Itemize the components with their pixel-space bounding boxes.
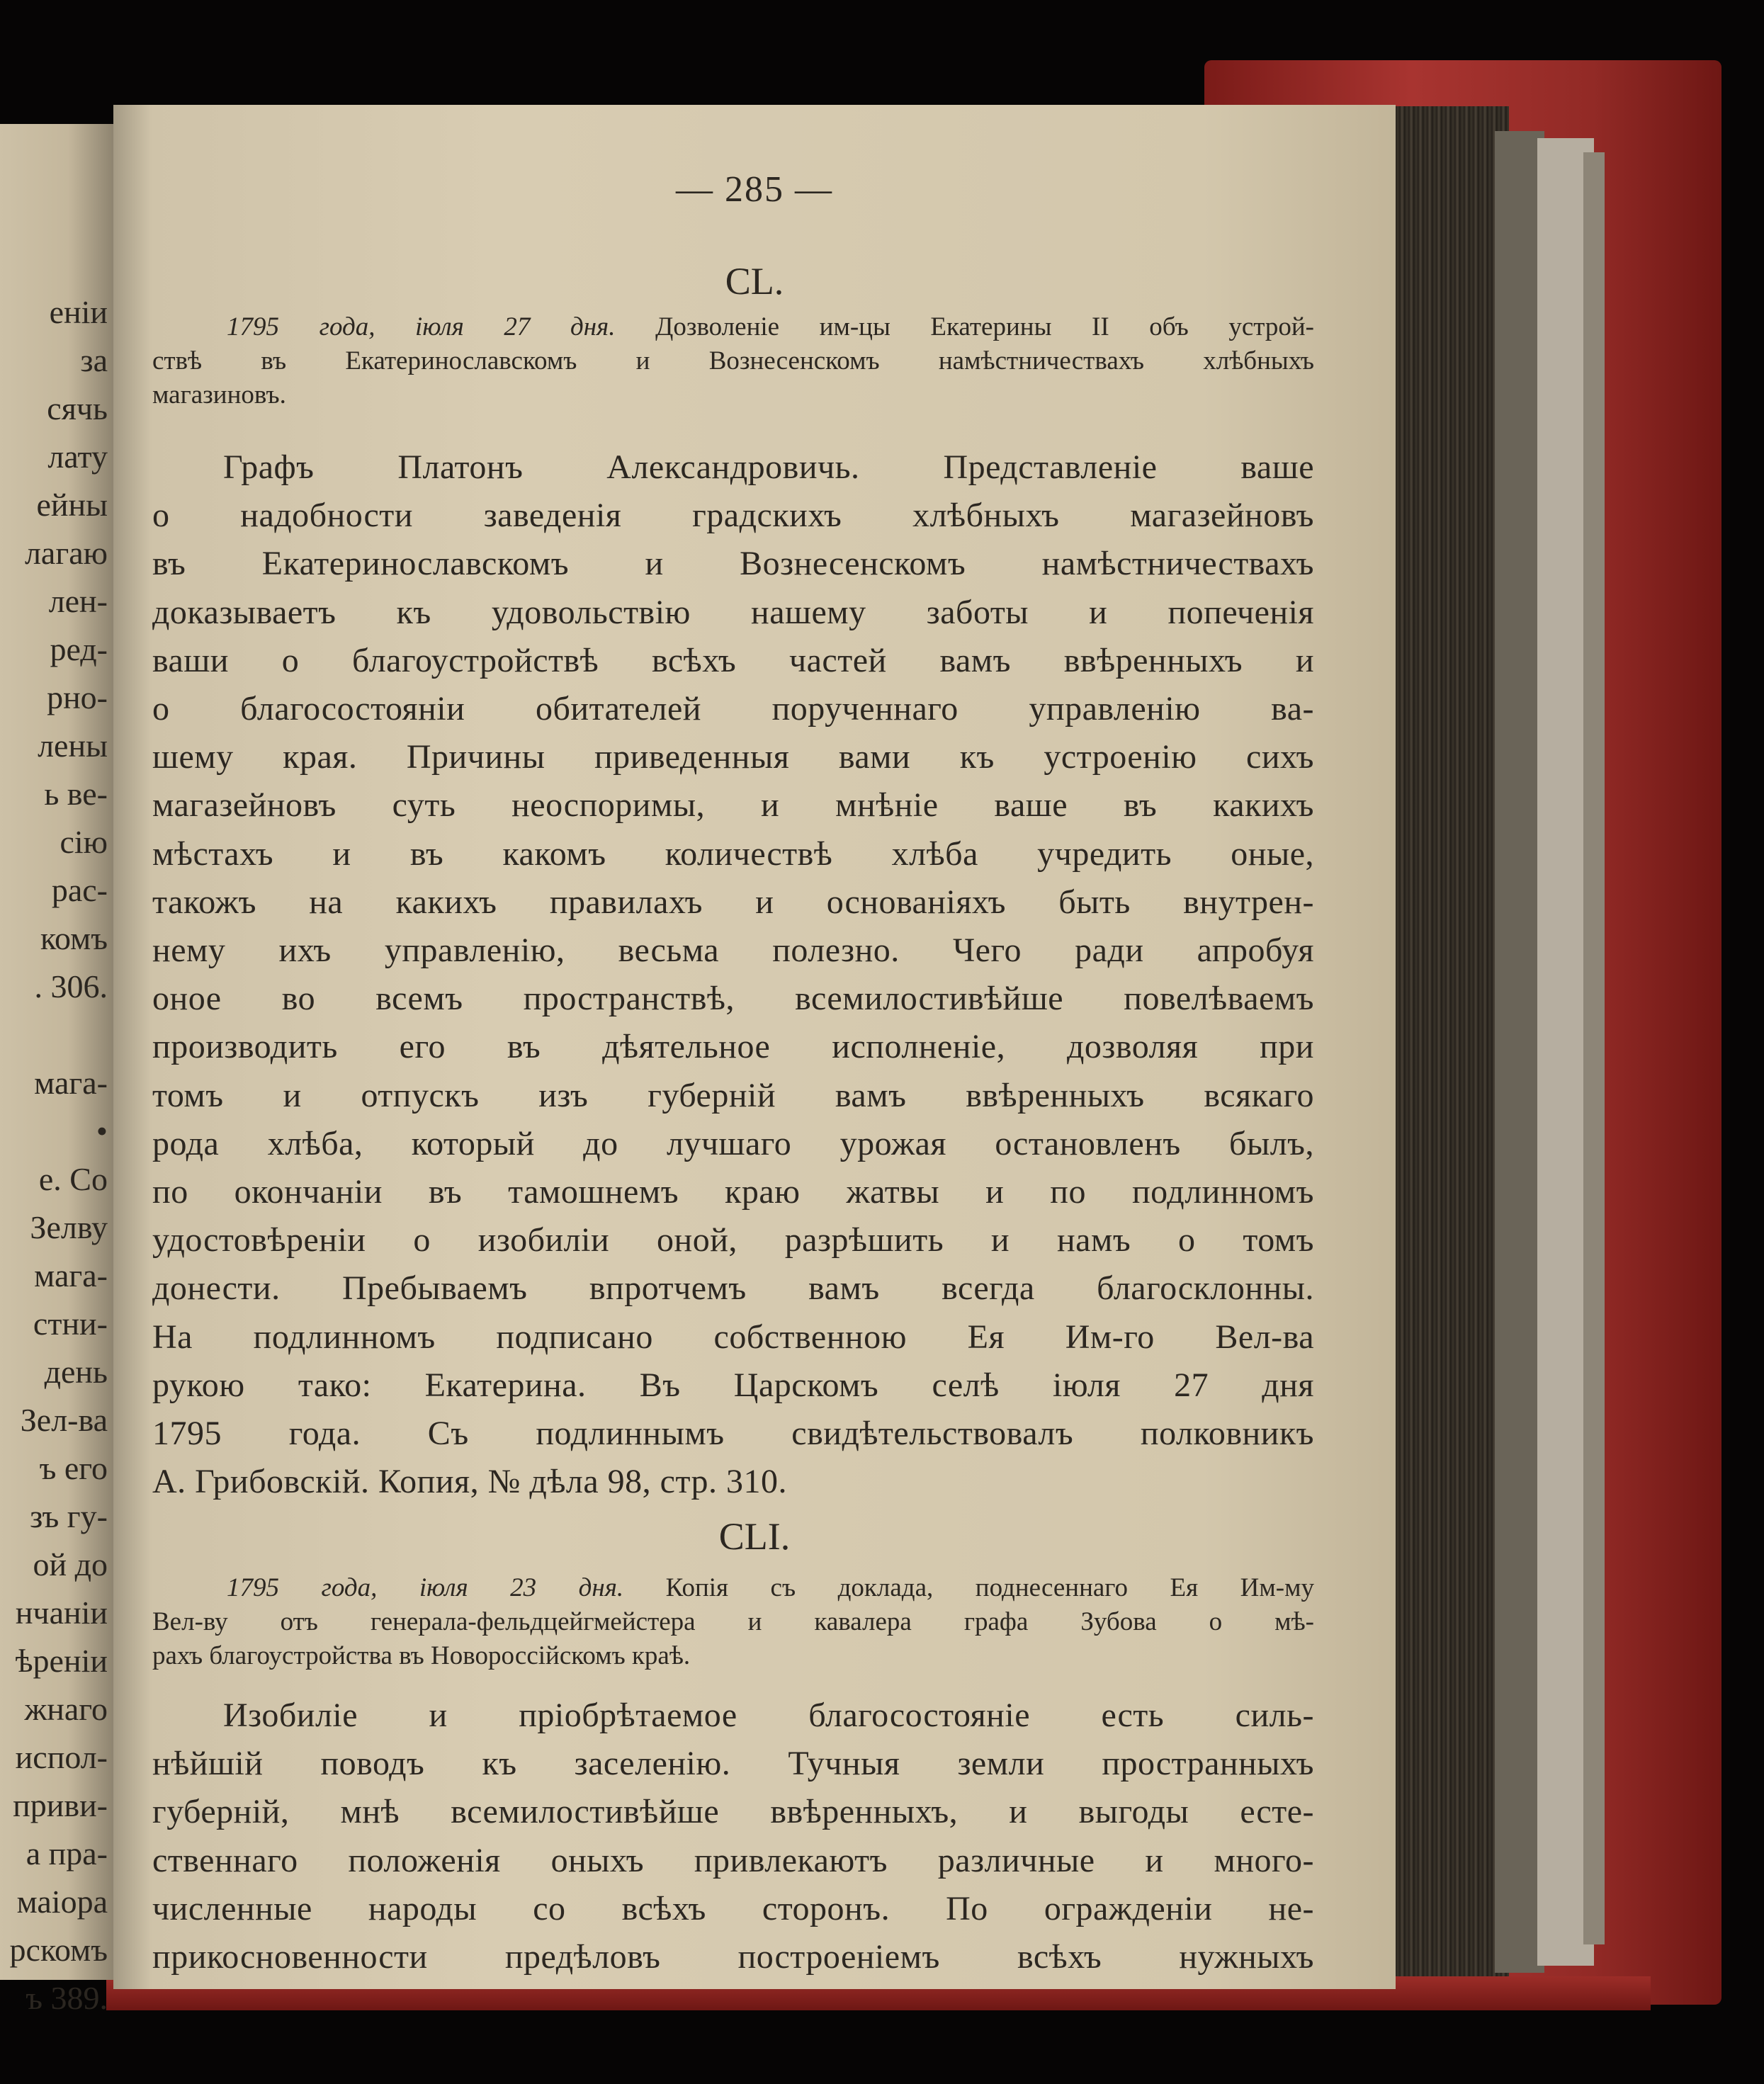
left-page-line: а пра- — [26, 1835, 108, 1871]
left-page-line: Зелву — [30, 1209, 108, 1245]
left-page-line: рно- — [47, 679, 108, 715]
text-line: Графъ Платонъ Александровичь. Представленіе ваше — [223, 448, 1314, 486]
left-page-line: день — [44, 1354, 108, 1390]
left-page-line: комъ — [40, 920, 108, 956]
left-page-line: жнаго — [24, 1691, 108, 1727]
left-page-line: мага- — [34, 1065, 108, 1101]
text-line: мѣстахъ и въ какомъ количествѣ хлѣба учредить оные, — [152, 834, 1314, 873]
text-line: ваши о благоустройствѣ всѣхъ частей вамъ ввѣренныхъ и — [152, 641, 1314, 679]
header-date: 1795 года, іюля 27 дня. — [227, 312, 616, 341]
text-line: оное во всемъ пространствѣ, всемилостивѣйше повелѣваемъ — [152, 980, 1314, 1018]
left-page-line: Зел-ва — [20, 1402, 108, 1438]
document-body — [152, 1692, 1314, 1981]
header-date: 1795 года, іюля 23 дня. — [227, 1573, 624, 1602]
left-page-line: зъ гу- — [30, 1498, 108, 1534]
header-line: Вел-ву отъ генерала-фельдцейгмейстера и кавалера графа Зубова о мѣ- — [152, 1607, 1314, 1636]
text-line: А. Грибовскій. Копия, № дѣла 98, стр. 310. — [152, 1463, 788, 1501]
text-line: магазейновъ суть неоспоримы, и мнѣніе ваше въ какихъ — [152, 786, 1314, 825]
document-number: CL. — [725, 260, 784, 302]
text-line: рода хлѣба, который до лучшаго урожая остановленъ былъ, — [152, 1124, 1314, 1162]
left-page-line: ой до — [33, 1546, 108, 1582]
document-header — [152, 310, 1314, 412]
text-line: нему ихъ управленію, весьма полезно. Чего ради апробуя — [152, 931, 1314, 970]
left-page-line — [10, 1011, 108, 1059]
text-line: о благосостояніи обитателей порученнаго управленію ва- — [152, 690, 1314, 728]
text-line: томъ и отпускъ изъ губерній вамъ ввѣренныхъ всякаго — [152, 1076, 1314, 1114]
text-line: донести. Пребываемъ впротчемъ вамъ всегда благосклонны. — [152, 1269, 1314, 1308]
text-line: удостовѣреніи о изобиліи оной, разрѣшить и намъ о томъ — [152, 1221, 1314, 1259]
page-number: — 285 — — [676, 169, 833, 210]
left-page-line: мага- — [34, 1257, 108, 1293]
text-line: Изобиліе и пріобрѣтаемое благосостояніе есть силь- — [223, 1697, 1314, 1734]
book-page — [113, 105, 1396, 1989]
left-page-text — [10, 288, 108, 2022]
text-line: по окончаніи въ тамошнемъ краю жатвы и по подлинномъ — [152, 1173, 1314, 1211]
left-page-line: сячь — [47, 390, 108, 426]
left-page-line: лены — [38, 727, 108, 764]
header-line: ствѣ въ Екатеринославскомъ и Вознесенскомъ намѣстничествахъ хлѣбныхъ — [152, 346, 1314, 375]
text-line: губерній, мнѣ всемилостивѣйше ввѣренныхъ, и выгоды есте- — [152, 1793, 1314, 1831]
text-line: нѣйшій поводъ къ заселенію. Тучныя земли пространныхъ — [152, 1745, 1314, 1783]
document-body — [152, 443, 1314, 1506]
text-line: рукою тако: Екатерина. Въ Царскомъ селѣ іюля 27 дня — [152, 1366, 1314, 1404]
text-line: 1795 года. Съ подлиннымъ свидѣтельствовалъ полковникъ — [152, 1415, 1314, 1453]
text-line: о надобности заведенія градскихъ хлѣбныхъ магазейновъ — [152, 497, 1314, 535]
left-page-line: ъ 389. — [26, 1980, 108, 2016]
text-line: шему края. Причины приведенныя вами къ устроенію сихъ — [152, 738, 1314, 776]
left-page-line: ъ его — [39, 1450, 108, 1486]
left-page-line: лен- — [48, 583, 108, 619]
left-page-line: маіора — [16, 1884, 108, 1920]
text-line: На подлинномъ подписано собственною Ея Им-го Вел-ва — [152, 1318, 1314, 1356]
header-line: рахъ благоустройства въ Новороссійскомъ краѣ. — [152, 1641, 691, 1670]
text-line: прикосновенности предѣловъ построеніемъ всѣхъ нужныхъ — [152, 1938, 1314, 1976]
text-line: доказываетъ къ удовольствію нашему заботы и попеченія — [152, 593, 1314, 631]
left-page-line: . 306. — [34, 968, 108, 1004]
text-line: въ Екатеринославскомъ и Вознесенскомъ намѣстничествахъ — [152, 545, 1314, 583]
header-line: магазиновъ. — [152, 380, 286, 409]
left-page-line: ѣреніи — [15, 1643, 108, 1679]
left-page-line: рас- — [51, 872, 108, 908]
page-edge-sheet — [1583, 152, 1605, 1944]
left-page-line: нчаніи — [15, 1595, 108, 1631]
document-number: CLI. — [718, 1515, 791, 1558]
left-page-line: рскомъ — [9, 1932, 108, 1968]
left-page-line: испол- — [15, 1739, 108, 1775]
left-page-line: ь ве- — [44, 776, 108, 812]
left-page-line: приви- — [13, 1787, 108, 1823]
text-line: ственнаго положенія оныхъ привлекаютъ различные и много- — [152, 1841, 1314, 1879]
text-line: производить его въ дѣятельное исполненіе, дозволяя при — [152, 1028, 1314, 1066]
text-line: численные народы со всѣхъ сторонъ. По огражденіи не- — [152, 1889, 1314, 1927]
header-line: 1795 года, іюля 27 дня. Дозволеніе им-цы Екатерины II объ устрой- — [227, 312, 1315, 341]
left-page-line: еніи — [49, 294, 108, 330]
header-line: 1795 года, іюля 23 дня. Копія съ доклада, поднесеннаго Ея Им-му — [227, 1573, 1314, 1602]
left-page-fragment — [0, 124, 113, 2016]
left-page-line: лату — [47, 438, 108, 475]
text-line: такожъ на какихъ правилахъ и основаніяхъ быть внутрен- — [152, 883, 1314, 921]
left-page-line: за — [80, 342, 108, 378]
left-page-line: • — [96, 1113, 108, 1149]
left-page-line: лагаю — [24, 535, 108, 571]
left-page-line: ейны — [36, 487, 108, 523]
left-page-line: сію — [60, 824, 108, 860]
left-page-line: стни- — [33, 1306, 108, 1342]
left-page-line: ред- — [50, 631, 108, 667]
document-header — [152, 1571, 1314, 1673]
left-page-line: е. Со — [38, 1161, 108, 1197]
